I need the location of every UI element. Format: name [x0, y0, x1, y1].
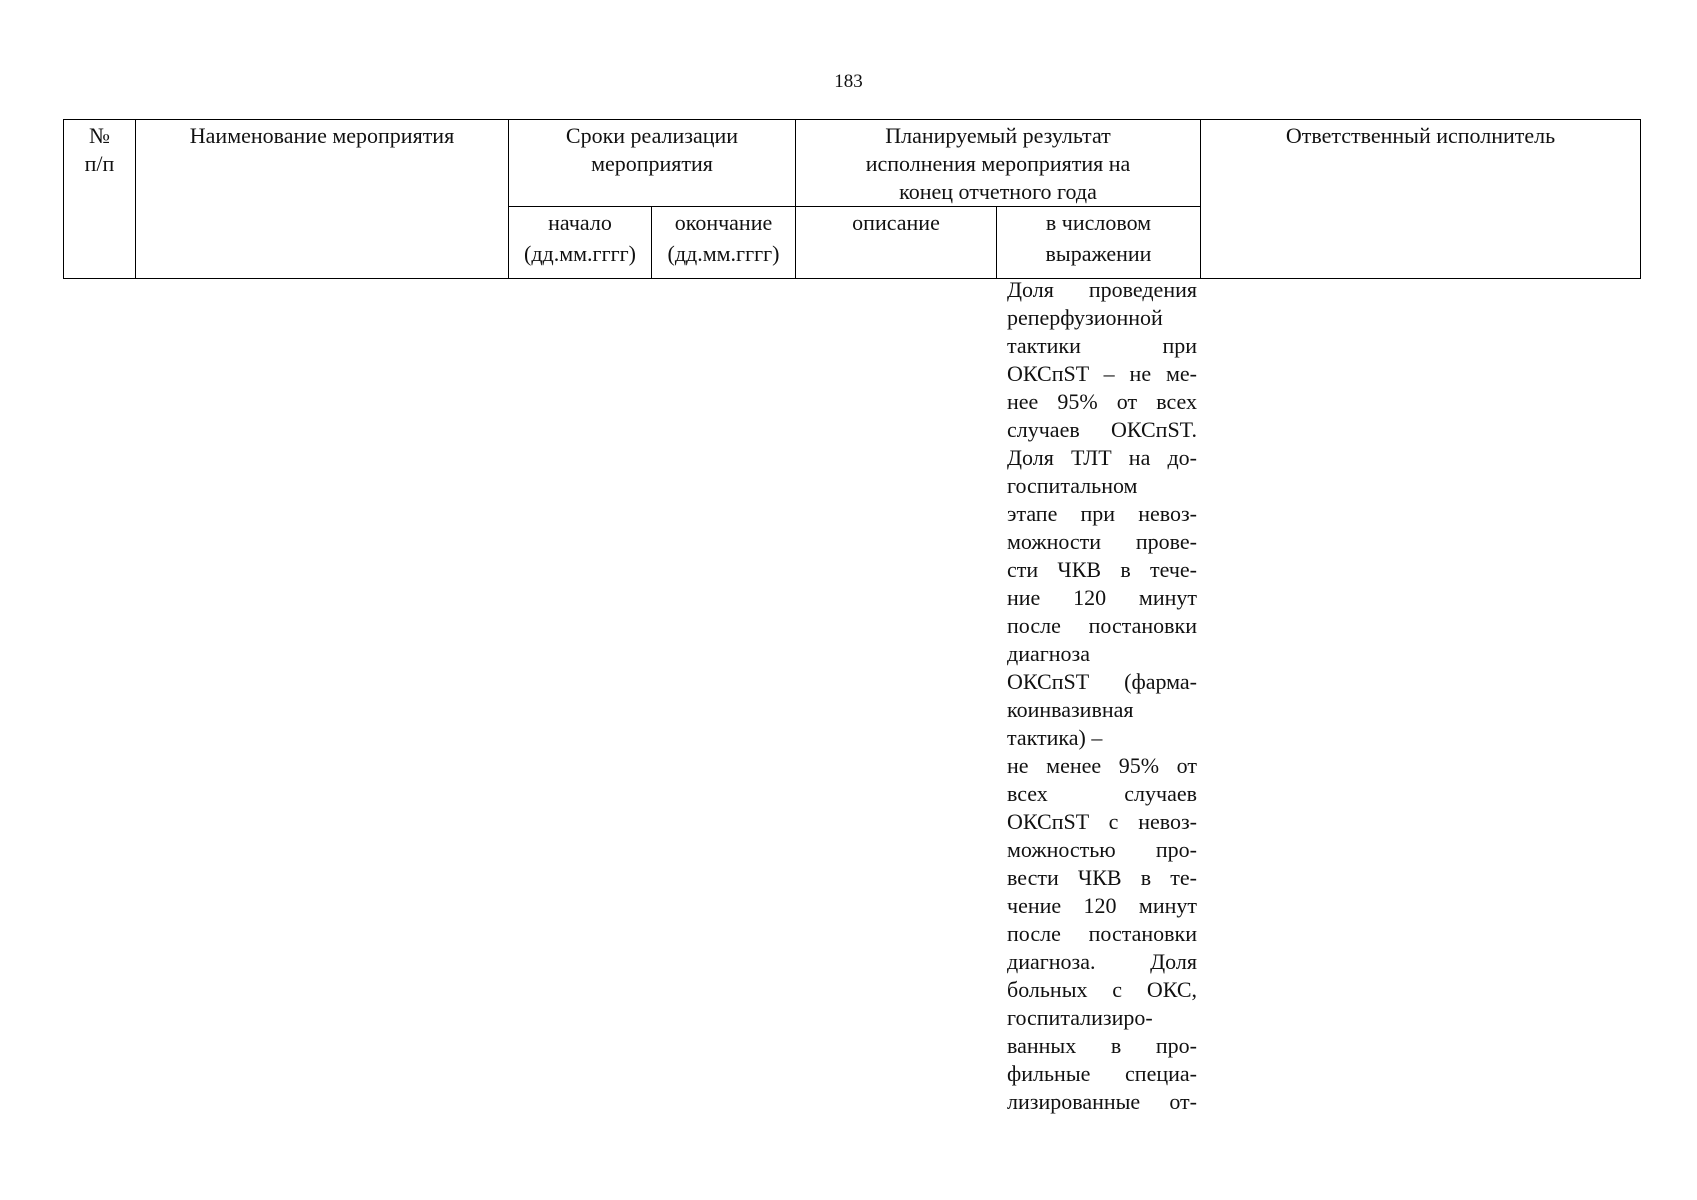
text-line: тактики при: [1007, 333, 1197, 358]
text-line: случаев ОКСпST.: [1007, 417, 1197, 442]
header-description-text: описание: [852, 210, 940, 235]
text-line: вести ЧКВ в те-: [1007, 865, 1197, 890]
text-line: можностью про-: [1007, 837, 1197, 862]
text-line: реперфузионной: [1007, 305, 1163, 330]
text-line: ОКСпST с невоз-: [1007, 809, 1197, 834]
header-number: [64, 120, 136, 279]
header-executor: [1201, 120, 1641, 279]
text-line: можности прове-: [1007, 529, 1197, 554]
header-executor-text: Ответственный исполнитель: [1285, 123, 1556, 148]
page-number: 183: [834, 71, 863, 92]
header-name-text: Наименование мероприятия: [189, 123, 455, 148]
header-description: [796, 207, 997, 279]
text-line: всех случаев: [1007, 781, 1197, 806]
result-description-text: [1007, 276, 1197, 1116]
text-line: этапе при невоз-: [1007, 501, 1197, 526]
header-end-text: окончание (дд.мм.гггг): [667, 210, 780, 266]
text-line: не менее 95% от: [1007, 753, 1197, 778]
header-end: [652, 207, 796, 279]
text-line: после постановки: [1007, 613, 1197, 638]
text-line: ние 120 минут: [1007, 585, 1197, 610]
table-header: [63, 119, 1641, 279]
text-line: диагноза: [1007, 641, 1090, 666]
text-line: нее 95% от всех: [1007, 389, 1197, 414]
header-number-text: № п/п: [84, 123, 115, 176]
text-line: госпитальном: [1007, 473, 1138, 498]
text-line: больных с ОКС,: [1007, 977, 1197, 1002]
text-line: ванных в про-: [1007, 1033, 1197, 1058]
text-line: ОКСпST – не ме-: [1007, 361, 1197, 386]
header-numeric-text: в числовом выражении: [1045, 210, 1152, 266]
text-line: сти ЧКВ в тече-: [1007, 557, 1197, 582]
text-line: тактика) –: [1007, 725, 1103, 750]
text-line: диагноза. Доля: [1007, 949, 1197, 974]
text-line: после постановки: [1007, 921, 1197, 946]
header-terms-text: Сроки реализации мероприятия: [565, 123, 739, 176]
header-result: [796, 120, 1201, 207]
text-line: лизированные от-: [1007, 1089, 1197, 1114]
header-result-text: Планируемый результат исполнения мероприятия на конец отчетного года: [865, 123, 1131, 204]
header-name: [136, 120, 509, 279]
text-line: Доля ТЛТ на до-: [1007, 445, 1197, 470]
header-start: [509, 207, 652, 279]
text-line: чение 120 минут: [1007, 893, 1197, 918]
text-line: фильные специа-: [1007, 1061, 1197, 1086]
header-numeric: [997, 207, 1201, 279]
text-line: коинвазивная: [1007, 697, 1134, 722]
text-line: госпитализиро-: [1007, 1005, 1153, 1030]
text-line: ОКСпST (фарма-: [1007, 669, 1197, 694]
text-line: Доля проведения: [1007, 277, 1197, 302]
header-terms: [509, 120, 796, 207]
header-start-text: начало (дд.мм.гггг): [524, 210, 636, 266]
